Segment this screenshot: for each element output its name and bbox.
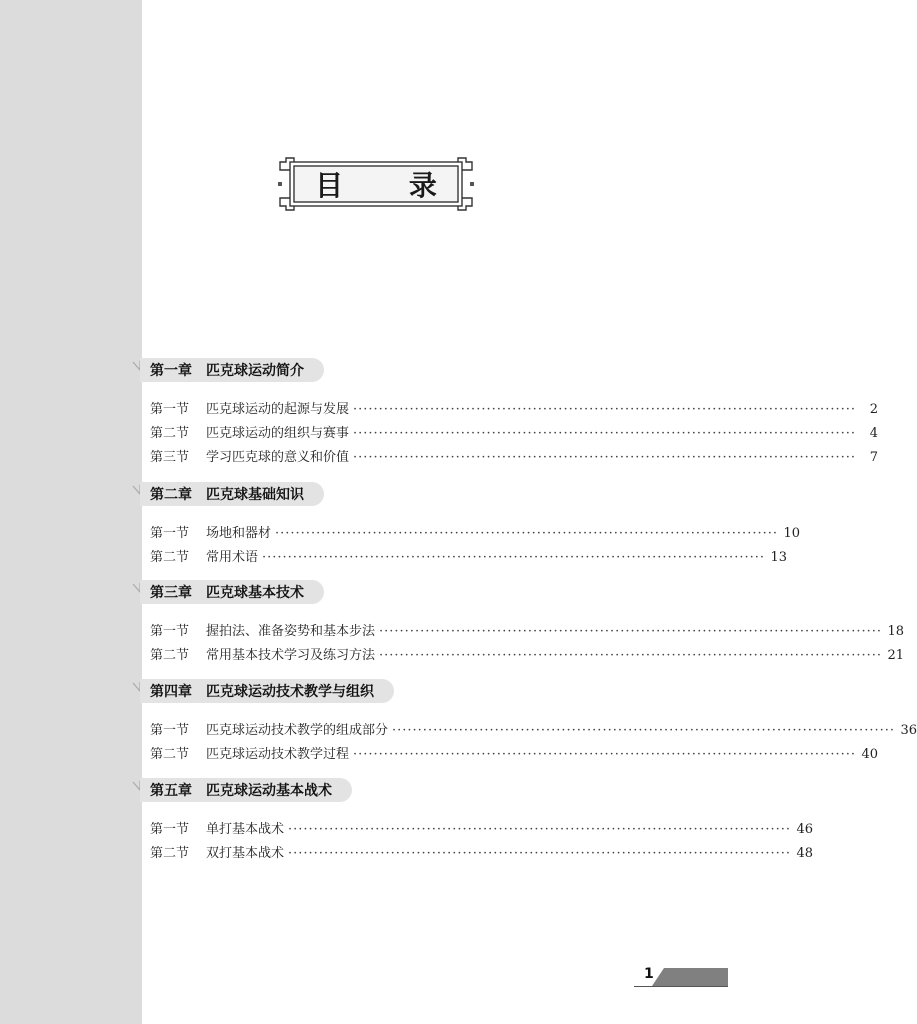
page-footer (634, 964, 728, 988)
page-ref: 21 (887, 648, 904, 663)
chapter-pill (140, 358, 324, 382)
section-title: 单打基本战术 (206, 822, 285, 837)
chapter-pill (140, 778, 352, 802)
section-title: 常用基本技术学习及练习方法 (206, 648, 376, 663)
dot-leader: ·································································································· (379, 624, 882, 639)
dot-leader: ·································································································· (275, 526, 778, 541)
page-ref: 7 (869, 450, 878, 465)
section-number: 第二节 (150, 747, 190, 762)
section-title: 匹克球运动技术教学的组成部分 (206, 723, 389, 738)
section-title: 匹克球运动的组织与赛事 (206, 426, 350, 441)
toc-title-frame (276, 156, 476, 212)
toc-entry[interactable] (150, 546, 787, 570)
left-margin-band (0, 0, 142, 1024)
chapter-number: 第五章 (150, 783, 192, 799)
section-number: 第一节 (150, 624, 190, 639)
dot-leader: ·································································································· (379, 648, 882, 663)
chapter-pill (140, 679, 394, 703)
dot-leader: ·································································································· (392, 723, 895, 738)
dot-leader: ·································································································· (353, 426, 856, 441)
section-number: 第三节 (150, 450, 190, 465)
chapter-number: 第三章 (150, 585, 192, 601)
page-title: 目 录 (315, 169, 465, 202)
toc-entry[interactable] (150, 743, 878, 767)
section-number: 第一节 (150, 526, 190, 541)
section-list (132, 398, 878, 470)
chapter-title: 匹克球运动简介 (206, 363, 304, 379)
toc-entry[interactable] (150, 644, 904, 668)
page-ref: 18 (887, 624, 904, 639)
section-title: 握拍法、准备姿势和基本步法 (206, 624, 376, 639)
section-list (132, 522, 800, 570)
chapter-number: 第一章 (150, 363, 192, 379)
chapter-number: 第二章 (150, 487, 192, 503)
dot-leader: ·································································································· (353, 402, 856, 417)
section-list (132, 818, 813, 866)
page-ref: 4 (869, 426, 878, 441)
chapter-pill (140, 580, 324, 604)
dot-leader: ·································································································· (353, 747, 856, 762)
section-number: 第二节 (150, 426, 190, 441)
toc-entry[interactable] (150, 719, 917, 743)
toc-entry[interactable] (150, 620, 904, 644)
chapter-title: 匹克球基础知识 (206, 487, 304, 503)
section-number: 第一节 (150, 723, 190, 738)
chapter-title: 匹克球基本技术 (206, 585, 304, 601)
dot-leader: ·································································································· (288, 822, 791, 837)
section-title: 场地和器材 (206, 526, 272, 541)
section-title: 双打基本战术 (206, 846, 285, 861)
section-title: 学习匹克球的意义和价值 (206, 450, 350, 465)
toc-entry[interactable] (150, 422, 878, 446)
page-ref: 36 (900, 723, 917, 738)
chapter-title: 匹克球运动技术教学与组织 (206, 684, 374, 700)
section-title: 常用术语 (206, 550, 259, 565)
toc-entry[interactable] (150, 522, 800, 546)
section-number: 第二节 (150, 550, 190, 565)
dot-leader: ·································································································· (288, 846, 791, 861)
chapter-title: 匹克球运动基本战术 (206, 783, 332, 799)
page-ref: 10 (783, 526, 800, 541)
chapter-header (132, 580, 692, 606)
chapter-3 (132, 580, 904, 668)
section-title: 匹克球运动的起源与发展 (206, 402, 350, 417)
chapter-pill (140, 482, 324, 506)
chapter-1 (132, 358, 878, 470)
page-ref: 13 (770, 550, 787, 565)
toc-entry[interactable] (150, 842, 813, 866)
section-number: 第一节 (150, 822, 190, 837)
page-ref: 48 (796, 846, 813, 861)
page-ref: 40 (861, 747, 878, 762)
section-number: 第二节 (150, 846, 190, 861)
chapter-header (132, 778, 692, 804)
chapter-header (132, 482, 692, 508)
chapter-header (132, 358, 692, 384)
page-ref: 46 (796, 822, 813, 837)
section-number: 第一节 (150, 402, 190, 417)
chapter-4 (132, 679, 917, 767)
section-list (132, 719, 917, 767)
dot-leader: ·································································································· (262, 550, 765, 565)
chapter-header (132, 679, 692, 705)
section-title: 匹克球运动技术教学过程 (206, 747, 350, 762)
toc-entry[interactable] (150, 818, 813, 842)
chapter-5 (132, 778, 813, 866)
section-number: 第二节 (150, 648, 190, 663)
toc-entry[interactable] (150, 446, 878, 470)
page-number: 1 (644, 966, 654, 982)
dot-leader: ·································································································· (353, 450, 856, 465)
chapter-2 (132, 482, 800, 570)
toc-entry[interactable] (150, 398, 878, 422)
chapter-number: 第四章 (150, 684, 192, 700)
page-ref: 2 (869, 402, 878, 417)
section-list (132, 620, 904, 668)
